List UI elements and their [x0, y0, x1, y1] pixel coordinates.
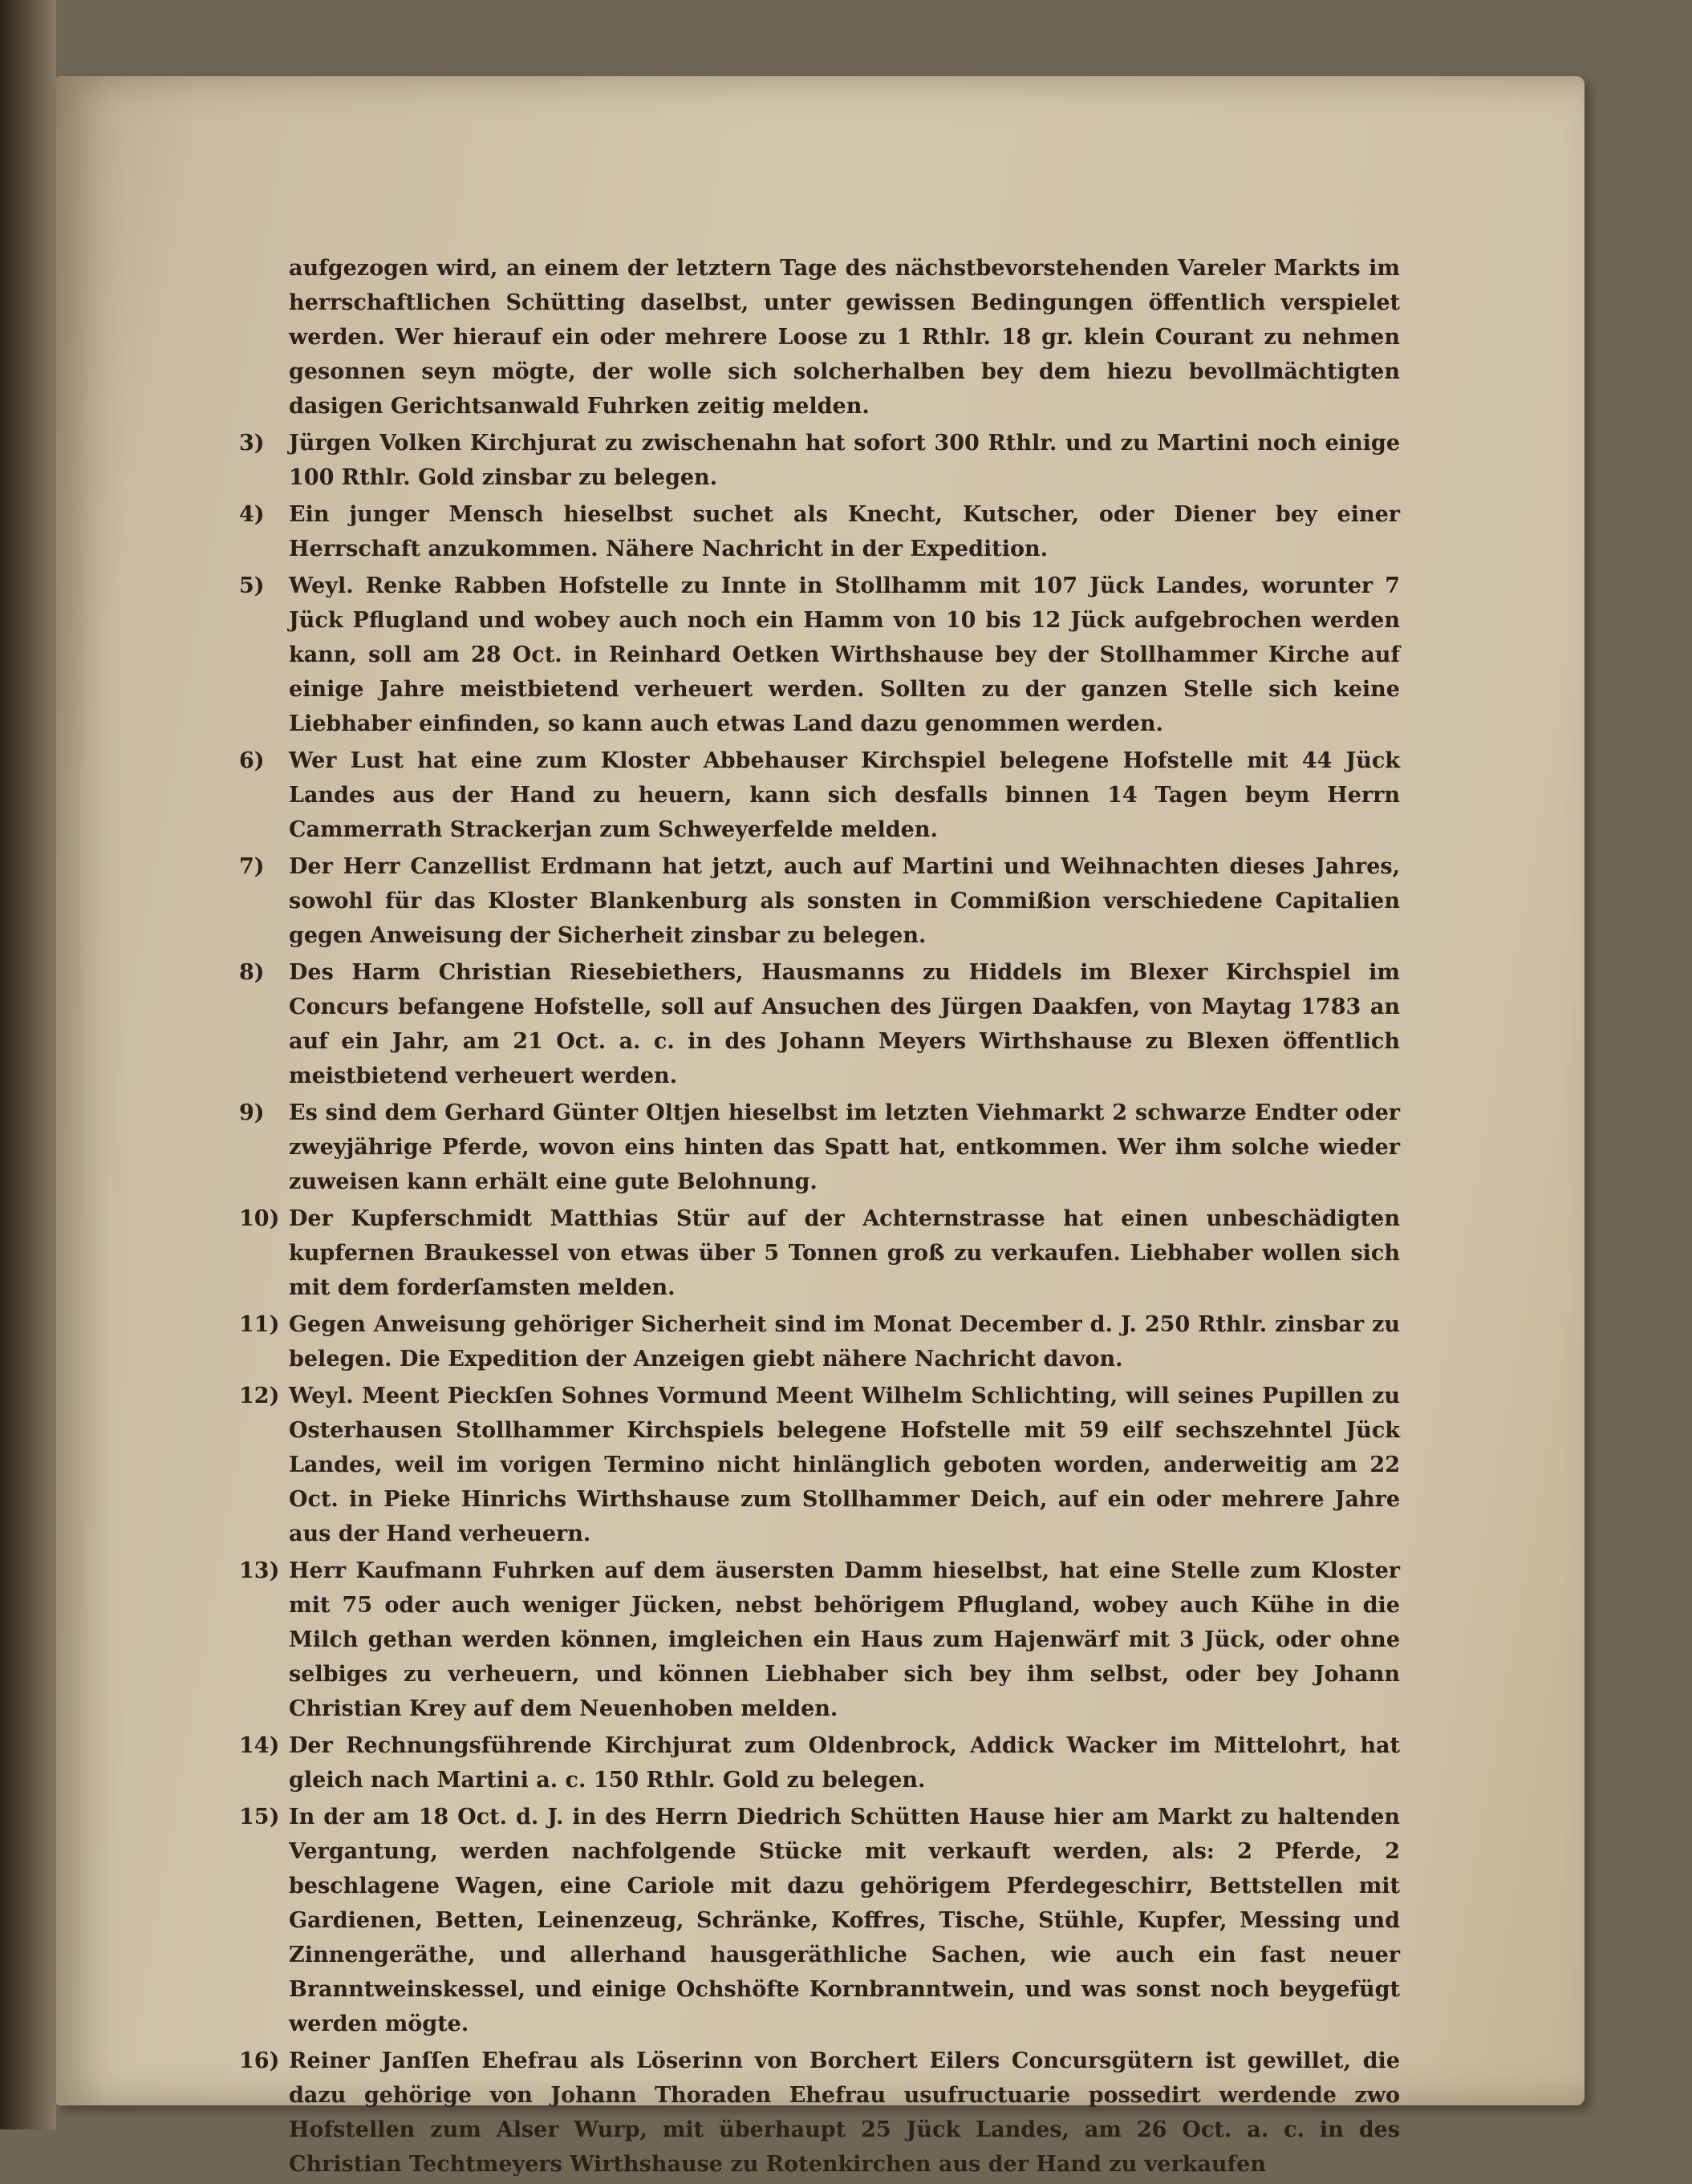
entry-3: [239, 426, 1400, 495]
entry-text: Gegen Anweisung gehöriger Sicherheit sind im Monat December d. J. 250 Rthlr. zinsbar zu belegen. Die Expedition der Anzeigen giebt nähere Nachricht davon.: [289, 1312, 1400, 1372]
entry-text: In der am 18 Oct. d. J. in des Herrn Diedrich Schütten Hause hier am Markt zu haltenden Vergantung, werden nachfolgende Stücke mit verkauft werden, als: 2 Pferde, 2 beschlagene Wagen, eine Cariole mit dazu gehörigem Pferdegeschirr, Bettstellen mit Gardienen, Betten, Leinenzeug, Schränke, Koffres, Tische, Stühle, Kupfer, Messing und Zinnengeräthe, und allerhand hausgeräthliche Sachen, wie auch ein fast neuer Branntweinskessel, und einige Ochshöfte Kornbranntwein, und was sonst noch beygefügt werden mögte.: [289, 1805, 1400, 2036]
entry-10: [239, 1201, 1400, 1305]
entry-number: 11): [239, 1312, 280, 1337]
entry-number: 10): [239, 1206, 280, 1231]
entry-4: [239, 497, 1400, 566]
entry-text: Ein junger Mensch hieselbst suchet als Knecht, Kutscher, oder Diener bey einer Herrschaft anzukommen. Nähere Nachricht in der Expedition.: [289, 502, 1400, 561]
entry-text: Der Kupferschmidt Matthias Stür auf der Achternstrasse hat einen unbeschädigten kupfernen Braukessel von etwas über 5 Tonnen groß zu verkaufen. Liebhaber wollen sich mit dem forderſamsten melden.: [289, 1206, 1400, 1300]
entry-number: 8): [239, 960, 265, 985]
entry-16: [239, 2044, 1400, 2182]
entry-number: 4): [239, 502, 265, 527]
entry-text: Weyl. Meent Pieckſen Sohnes Vormund Meent Wilhelm Schlichting, will seines Pupillen zu Osterhausen Stollhammer Kirchspiels belegene Hofstelle mit 59 eilf sechszehntel Jück Landes, weil im vorigen Termino nicht hinlänglich geboten worden, anderweitig am 22 Oct. in Pieke Hinrichs Wirthshause zum Stollhammer Deich, auf ein oder mehrere Jahre aus der Hand verheuern.: [289, 1384, 1400, 1546]
entry-number: 16): [239, 2048, 280, 2073]
entry-text: Es sind dem Gerhard Günter Oltjen hieselbst im letzten Viehmarkt 2 schwarze Endter oder zweyjährige Pferde, wovon eins hinten das Spatt hat, entkommen. Wer ihm solche wieder zuweisen kann erhält eine gute Belohnung.: [289, 1100, 1400, 1194]
entry-number: 7): [239, 854, 265, 879]
entry-number: 3): [239, 431, 265, 456]
entry-text: aufgezogen wird, an einem der letztern Tage des nächstbevorstehenden Vareler Markts im herrschaftlichen Schütting daselbst, unter gewissen Bedingungen öffentlich verspielet werden. Wer hierauf ein oder mehrere Loose zu 1 Rthlr. 18 gr. klein Courant zu nehmen gesonnen seyn mögte, der wolle sich solcherhalben bey dem hiezu bevollmächtigten dasigen Gerichtsanwald Fuhrken zeitig melden.: [289, 256, 1400, 419]
entry-11: [239, 1307, 1400, 1376]
entry-text: Des Harm Christian Riesebiethers, Hausmanns zu Hiddels im Blexer Kirchspiel im Concurs befangene Hofstelle, soll auf Ansuchen des Jürgen Daakfen, von Maytag 1783 an auf ein Jahr, am 21 Oct. a. c. in des Johann Meyers Wirthshause zu Blexen öffentlich meistbietend verheuert werden.: [289, 960, 1400, 1088]
entry-number: 15): [239, 1805, 280, 1829]
entry-text: Weyl. Renke Rabben Hofstelle zu Innte in Stollhamm mit 107 Jück Landes, worunter 7 Jück Pflugland und wobey auch noch ein Hamm von 10 bis 12 Jück aufgebrochen werden kann, soll am 28 Oct. in Reinhard Oetken Wirthshause bey der Stollhammer Kirche auf einige Jahre meistbietend verheuert werden. Sollten zu der ganzen Stelle sich keine Liebhaber einfinden, so kann auch etwas Land dazu genommen werden.: [289, 573, 1400, 736]
entry-continuation: [239, 251, 1400, 423]
entry-13: [239, 1554, 1400, 1726]
page-text-block: [239, 251, 1400, 2184]
entry-text: Reiner Janſſen Ehefrau als Löserinn von Borchert Eilers Concursgütern ist gewillet, die dazu gehörige von Johann Thoraden Ehefrau usufructuarie possedirt werdende zwo Hofstellen zum Alser Wurp, mit überhaupt 25 Jück Landes, am 26 Oct. a. c. in des Christian Techtmeyers Wirthshause zu Rotenkirchen aus der Hand zu verkaufen: [289, 2048, 1400, 2177]
entry-5: [239, 569, 1400, 741]
entry-7: [239, 849, 1400, 953]
entry-6: [239, 744, 1400, 847]
entry-number: 13): [239, 1558, 280, 1583]
entry-text: Der Rechnungsführende Kirchjurat zum Oldenbrock, Addick Wacker im Mittelohrt, hat gleich nach Martini a. c. 150 Rthlr. Gold zu belegen.: [289, 1733, 1400, 1793]
entry-14: [239, 1728, 1400, 1797]
entry-number: 12): [239, 1384, 280, 1408]
entry-text: Herr Kaufmann Fuhrken auf dem äusersten Damm hieselbst, hat eine Stelle zum Kloster mit 75 oder auch weniger Jücken, nebst behörigem Pflugland, wobey auch Kühe in die Milch gethan werden können, imgleichen ein Haus zum Hajenwärf mit 3 Jück, oder ohne selbiges zu verheuern, und können Liebhaber sich bey ihm selbst, oder bey Johann Christian Krey auf dem Neuenhoben melden.: [289, 1558, 1400, 1721]
entry-text: Wer Lust hat eine zum Kloster Abbehauser Kirchspiel belegene Hofstelle mit 44 Jück Landes aus der Hand zu heuern, kann sich desfalls binnen 14 Tagen beym Herrn Cammerrath Strackerjan zum Schweyerfelde melden.: [289, 748, 1400, 842]
entry-number: 9): [239, 1100, 265, 1125]
scanned-page: [56, 76, 1584, 2177]
entry-number: 5): [239, 573, 265, 598]
entry-15: [239, 1800, 1400, 2041]
entry-text: Jürgen Volken Kirchjurat zu zwischenahn hat sofort 300 Rthlr. und zu Martini noch einige 100 Rthlr. Gold zinsbar zu belegen.: [289, 431, 1400, 490]
entry-number: 14): [239, 1733, 280, 1758]
entry-8: [239, 955, 1400, 1093]
entry-number: 6): [239, 748, 265, 773]
entry-9: [239, 1096, 1400, 1199]
entry-text: Der Herr Canzellist Erdmann hat jetzt, auch auf Martini und Weihnachten dieses Jahres, sowohl für das Kloster Blankenburg als sonsten in Commißion verschiedene Capitalien gegen Anweisung der Sicherheit zinsbar zu belegen.: [289, 854, 1400, 948]
book-spine-shadow: [0, 0, 56, 2129]
entry-12: [239, 1379, 1400, 1551]
